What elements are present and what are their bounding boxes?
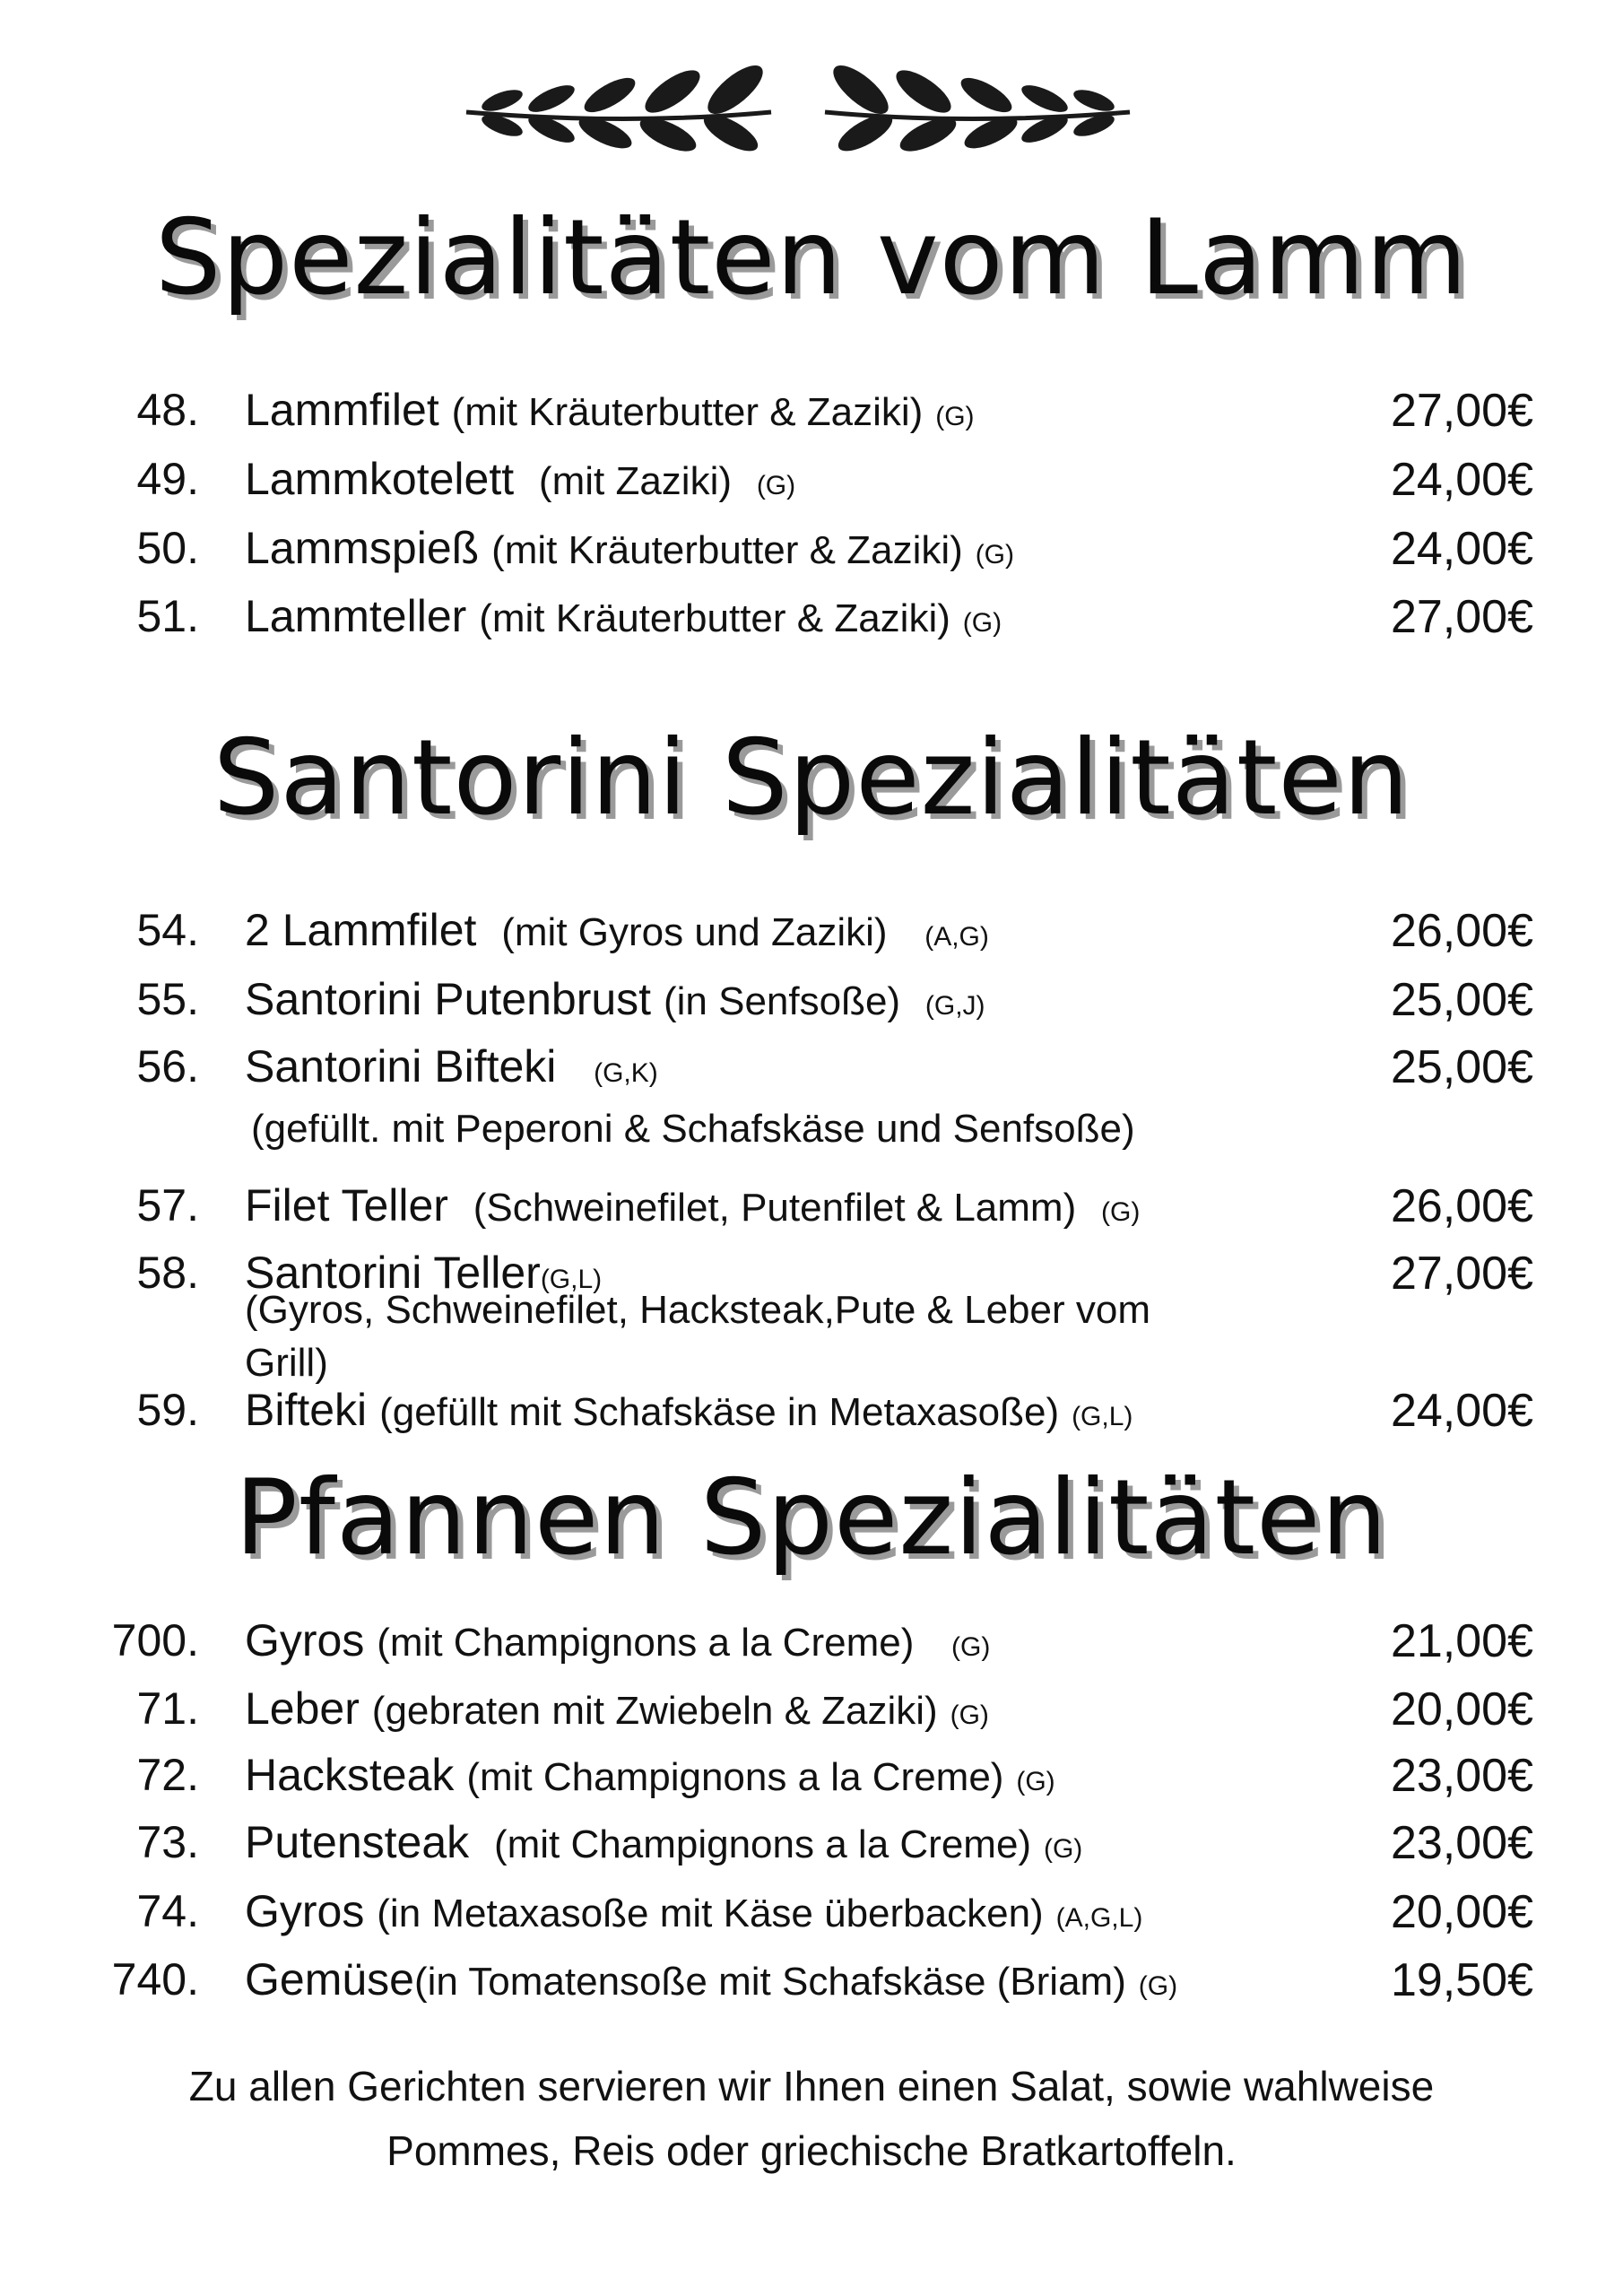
item-label	[245, 904, 989, 956]
item-price: 21,00€	[1390, 1615, 1533, 1667]
allergen-code: (G)	[1043, 1834, 1083, 1864]
item-label	[245, 1749, 1055, 1801]
item-description: (in Tomatensoße mit Schafskäse (Briam)	[413, 1960, 1126, 2004]
item-label	[245, 590, 1002, 642]
allergen-code: (G)	[962, 608, 1002, 638]
item-name: Bifteki	[245, 1385, 368, 1435]
item-number: 74.	[136, 1886, 199, 1936]
footer-line-2: Pommes, Reis oder griechische Bratkartoffeln.	[386, 2127, 1237, 2174]
item-name: Lammspieß	[245, 523, 480, 573]
allergen-code: (G)	[1101, 1197, 1141, 1227]
item-price: 24,00€	[1390, 1385, 1533, 1437]
item-name: Lammteller	[245, 591, 467, 641]
item-price: 19,50€	[1390, 1954, 1533, 2006]
section-title-santorini: Santorini Spezialitäten	[213, 718, 1410, 839]
allergen-code: (G)	[975, 540, 1015, 570]
item-price: 23,00€	[1390, 1750, 1533, 1802]
section-title-lamm: Spezialitäten vom Lamm	[154, 197, 1469, 318]
footer-line-1: Zu allen Gerichten servieren wir Ihnen einen Salat, sowie wahlweise	[188, 2063, 1435, 2109]
item-price: 24,00€	[1390, 523, 1533, 575]
item-description: (in Metaxasoße mit Käse überbacken)	[377, 1892, 1044, 1935]
item-price: 27,00€	[1390, 1248, 1533, 1300]
item-label	[245, 384, 975, 436]
allergen-code: (G,L)	[540, 1265, 603, 1294]
item-label	[245, 1040, 658, 1092]
item-name: Santorini Bifteki	[245, 1041, 557, 1091]
item-price: 26,00€	[1390, 1180, 1533, 1232]
item-price: 20,00€	[1390, 1886, 1533, 1938]
item-extra-description: (Gyros, Schweinefilet, Hacksteak,Pute & Leber vom	[245, 1288, 1150, 1332]
item-price: 25,00€	[1390, 974, 1533, 1026]
item-description: (mit Kräuterbutter & Zaziki)	[479, 596, 950, 640]
allergen-code: (G,J)	[924, 991, 985, 1021]
item-number: 72.	[136, 1750, 199, 1800]
item-description: (Schweinefilet, Putenfilet & Lamm)	[473, 1186, 1077, 1230]
menu-item-54	[0, 904, 1623, 967]
allergen-code: (G,K)	[594, 1058, 658, 1088]
item-label	[245, 522, 1014, 574]
item-description: (mit Kräuterbutter & Zaziki)	[491, 528, 963, 572]
menu-item-56	[0, 1040, 1623, 1103]
item-name: Putensteak	[245, 1817, 470, 1867]
item-number: 73.	[136, 1817, 199, 1867]
item-number: 56.	[136, 1041, 199, 1091]
allergen-code: (G)	[1016, 1767, 1055, 1796]
item-label	[245, 973, 985, 1025]
menu-item-700	[0, 1614, 1623, 1677]
menu-item-73	[0, 1816, 1623, 1879]
item-description: (mit Champignons a la Creme)	[377, 1621, 915, 1665]
item-price: 23,00€	[1390, 1817, 1533, 1869]
item-label	[245, 453, 795, 505]
item-description: (mit Kräuterbutter & Zaziki)	[451, 390, 924, 434]
item-number: 48.	[136, 385, 199, 435]
item-description: (mit Champignons a la Creme)	[466, 1755, 1004, 1799]
menu-item-50	[0, 522, 1623, 585]
item-label	[245, 1816, 1082, 1868]
item-description: (gebraten mit Zwiebeln & Zaziki)	[371, 1689, 938, 1733]
item-description: (mit Zaziki)	[538, 459, 733, 503]
allergen-code: (A,G,L)	[1055, 1903, 1143, 1933]
menu-item-740	[0, 1953, 1623, 2016]
item-name: 2 Lammfilet	[245, 905, 477, 955]
section-title-pfannen: Pfannen Spezialitäten	[235, 1457, 1388, 1578]
item-name: Gyros	[245, 1615, 365, 1665]
allergen-code: (G,L)	[1072, 1402, 1133, 1431]
allergen-code: (G)	[935, 402, 975, 431]
item-number: 59.	[136, 1385, 199, 1435]
laurel-branches-icon	[448, 63, 1148, 170]
menu-item-49	[0, 453, 1623, 516]
allergen-code: (A,G)	[924, 922, 989, 952]
item-extra-description: (gefüllt. mit Peperoni & Schafskäse und Senfsoße)	[251, 1107, 1135, 1151]
item-price: 27,00€	[1390, 385, 1533, 437]
item-number: 51.	[136, 591, 199, 641]
menu-item-59	[0, 1384, 1623, 1447]
menu-item-57	[0, 1179, 1623, 1242]
menu-item-48	[0, 384, 1623, 447]
item-name: Lammkotelett	[245, 454, 515, 504]
menu-item-74	[0, 1885, 1623, 1948]
item-price: 24,00€	[1390, 454, 1533, 506]
item-price: 27,00€	[1390, 591, 1533, 643]
item-name: Lammfilet	[245, 385, 439, 435]
item-name: Filet Teller	[245, 1180, 448, 1231]
item-label	[245, 1953, 1177, 2005]
item-price: 20,00€	[1390, 1683, 1533, 1735]
item-label	[245, 1683, 989, 1735]
item-name: Leber	[245, 1683, 360, 1734]
item-description: (mit Champignons a la Creme)	[493, 1822, 1032, 1866]
item-number: 700.	[111, 1615, 199, 1665]
item-number: 58.	[136, 1248, 199, 1298]
item-name: Santorini Putenbrust	[245, 974, 652, 1024]
item-name: Santorini Teller	[245, 1248, 541, 1298]
allergen-code: (G)	[950, 1700, 989, 1730]
item-description: (in Senfsoße)	[663, 979, 901, 1023]
item-label	[245, 1384, 1133, 1436]
item-number: 54.	[136, 905, 199, 955]
footer-note	[0, 2054, 1623, 2183]
item-name: Gyros	[245, 1886, 365, 1936]
item-label	[245, 1885, 1142, 1937]
item-number: 49.	[136, 454, 199, 504]
item-extra-description: Grill)	[245, 1341, 328, 1385]
item-name: Hacksteak	[245, 1750, 455, 1800]
item-label	[245, 1179, 1140, 1231]
item-price: 25,00€	[1390, 1041, 1533, 1093]
item-name: Gemüse	[245, 1954, 414, 2005]
menu-item-72	[0, 1749, 1623, 1812]
item-number: 50.	[136, 523, 199, 573]
allergen-code: (G)	[951, 1632, 991, 1662]
allergen-code: (G)	[756, 471, 796, 500]
menu-item-71	[0, 1683, 1623, 1745]
item-price: 26,00€	[1390, 905, 1533, 957]
item-number: 55.	[136, 974, 199, 1024]
item-number: 740.	[111, 1954, 199, 2005]
allergen-code: (G)	[1138, 1971, 1178, 2001]
item-description: (mit Gyros und Zaziki)	[501, 910, 888, 954]
menu-item-51	[0, 590, 1623, 653]
item-label	[245, 1614, 990, 1666]
item-number: 71.	[136, 1683, 199, 1734]
item-description: (gefüllt mit Schafskäse in Metaxasoße)	[379, 1390, 1060, 1434]
menu-item-55	[0, 973, 1623, 1036]
item-number: 57.	[136, 1180, 199, 1231]
